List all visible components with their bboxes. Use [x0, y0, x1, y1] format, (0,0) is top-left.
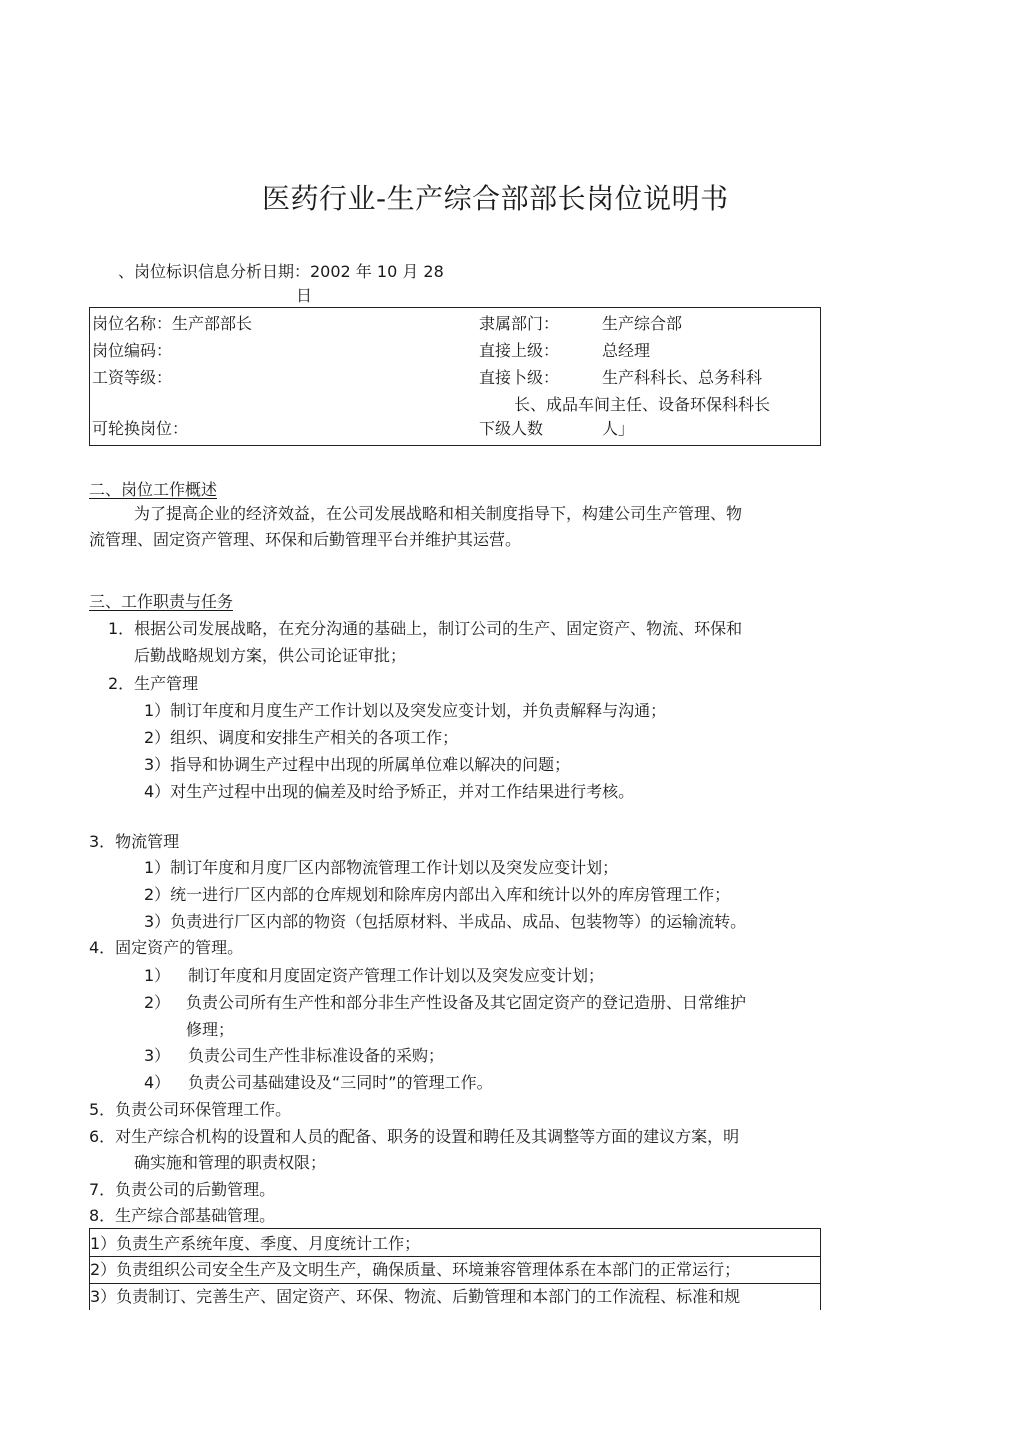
duty-item-4-sub-num: 4） [144, 1073, 171, 1092]
page-title: 医药行业-生产综合部部长岗位说明书 [262, 182, 729, 215]
duty-item-3-sub: 2）统一进行厂区内部的仓库规划和除库房内部出入库和统计以外的库房管理工作； [144, 885, 731, 904]
subordinate-value-cont: 长、成品车间主任、设备环保科科长 [514, 395, 771, 414]
subordinate-label: 直接卜级： [479, 368, 560, 387]
duty-item-6: 6．对生产综合机构的设置和人员的配备、职务的设置和聘任及其调整等方面的建议方案，明 [89, 1127, 740, 1146]
duty-item-2-sub: 2）组织、调度和安排生产相关的各项工作； [144, 728, 459, 747]
section1-heading-cont: 日 [296, 286, 313, 305]
duty-item-3-sub: 3）负责进行厂区内部的物资（包括原材料、半成品、成品、包装物等）的运输流转。 [144, 912, 747, 931]
basic-management-row: 1）负责生产系统年度、季度、月度统计工作； [90, 1234, 421, 1253]
row-divider [90, 1256, 820, 1257]
position-info-table [89, 307, 821, 446]
duty-item-4-sub-num: 1） [144, 966, 171, 985]
duty-item-1: 1．根据公司发展战略，在充分沟通的基础上，制订公司的生产、固定资产、物流、环保和 [108, 619, 743, 638]
duty-item-4-sub-text: 负责公司生产性非标准设备的采购； [188, 1046, 445, 1065]
row-divider [90, 1283, 820, 1284]
position-name: 岗位名称：生产部部长 [92, 314, 253, 333]
duty-item-4-sub-text: 负责公司所有生产性和部分非生产性设备及其它固定资产的登记造册、日常维护 [186, 993, 747, 1012]
duty-item-2-sub: 3）指导和协调生产过程中出现的所属单位难以解决的问题； [144, 755, 571, 774]
basic-management-row: 2）负责组织公司安全生产及文明生产，确保质量、环境兼容管理体系在本部门的正常运行； [90, 1260, 741, 1279]
subordinate-count-value: 人」 [602, 419, 635, 438]
department-label: 隶属部门： [479, 314, 560, 333]
department-value: 生产综合部 [602, 314, 683, 333]
duty-item-4-sub-num: 2） [144, 993, 171, 1012]
duty-item-4-sub-num: 3） [144, 1046, 171, 1065]
subordinate-value: 生产科科长、总务科科 [602, 368, 763, 387]
superior-label: 直接上级： [479, 341, 560, 360]
rotatable-position: 可轮换岗位： [92, 419, 189, 438]
duty-item-4: 4．固定资产的管理。 [89, 938, 244, 957]
section1-heading: 、岗位标识信息分析日期：2002 年 10 月 28 [118, 262, 444, 281]
duty-item-5: 5．负责公司环保管理工作。 [89, 1100, 292, 1119]
basic-management-row: 3）负责制订、完善生产、固定资产、环保、物流、后勤管理和本部门的工作流程、标准和规 [90, 1287, 741, 1306]
duty-item-3-sub: 1）制订年度和月度厂区内部物流管理工作计划以及突发应变计划； [144, 858, 619, 877]
duty-item-2-sub: 4）对生产过程中出现的偏差及时给予矫正，并对工作结果进行考核。 [144, 782, 635, 801]
section3-heading: 三、工作职责与任务 [89, 592, 234, 611]
duty-item-8: 8．生产综合部基础管理。 [89, 1206, 276, 1225]
position-code: 岗位编码： [92, 341, 173, 360]
section2-body-cont: 流管理、固定资产管理、环保和后勤管理平台并维护其运营。 [89, 530, 522, 549]
section2-body: 为了提高企业的经济效益，在公司发展战略和相关制度指导下，构建公司生产管理、物 [134, 504, 743, 523]
superior-value: 总经理 [602, 341, 651, 360]
duty-item-7: 7．负责公司的后勤管理。 [89, 1180, 276, 1199]
section2-heading: 二、岗位工作概述 [89, 480, 218, 499]
duty-item-4-sub-text: 修理； [186, 1020, 235, 1039]
salary-grade: 工资等级： [92, 368, 173, 387]
duty-item-4-sub-text: 制订年度和月度固定资产管理工作计划以及突发应变计划； [188, 966, 605, 985]
duty-item-6-cont: 确实施和管理的职责权限； [134, 1153, 327, 1172]
subordinate-count-label: 下级人数 [479, 419, 544, 438]
duty-item-2: 2．生产管理 [108, 674, 199, 693]
duty-item-1-cont: 后勤战略规划方案，供公司论证审批； [134, 646, 407, 665]
duty-item-2-sub: 1）制订年度和月度生产工作计划以及突发应变计划，并负责解释与沟通； [144, 701, 667, 720]
duty-item-3: 3．物流管理 [89, 832, 180, 851]
duty-item-4-sub-text: 负责公司基础建设及“三同时”的管理工作。 [188, 1073, 493, 1092]
basic-management-table [89, 1228, 821, 1310]
